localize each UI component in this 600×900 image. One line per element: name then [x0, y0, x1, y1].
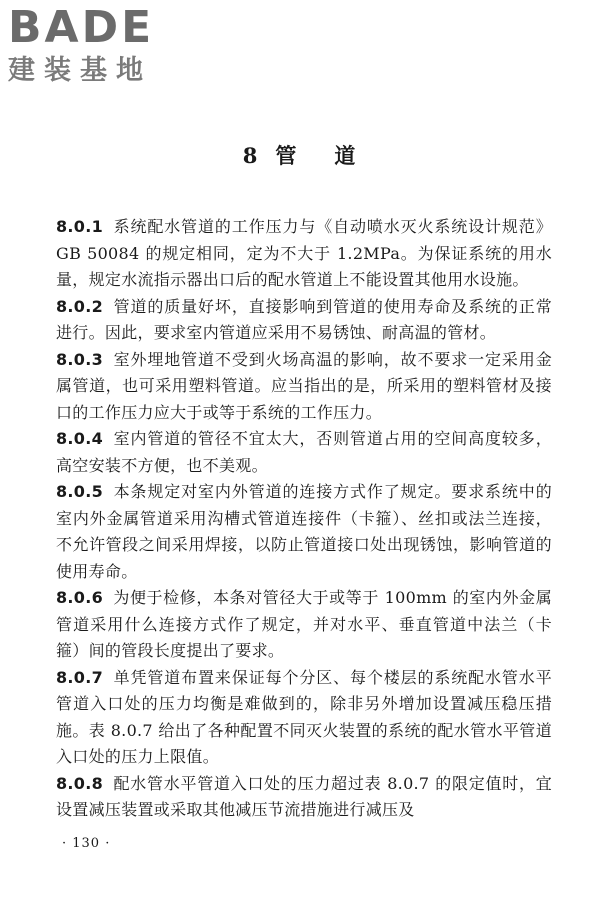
clause-number: 8.0.6: [56, 588, 104, 607]
clause-text: 为便于检修，本条对管径大于或等于 100mm 的室内外金属管道采用什么连接方式作了规定，并对水平、垂直管道中法兰（卡箍）间的管段长度提出了要求。: [56, 588, 552, 660]
clause-number: 8.0.3: [56, 349, 104, 369]
page-number: · 130 ·: [62, 836, 111, 851]
paragraph: [56, 347, 552, 427]
clause-number: 8.0.1: [56, 217, 104, 236]
chapter-title-part2: 道: [334, 143, 358, 168]
clause-number: 8.0.5: [56, 482, 104, 501]
chapter-title-part1: 管: [275, 143, 299, 168]
clause-text: 本条规定对室内外管道的连接方式作了规定。要求系统中的室内外金属管道采用沟槽式管道连接件（卡箍）、丝扣或法兰连接，不允许管段之间采用焊接，以防止管道接口处出现锈蚀，影响管道的使用寿命。: [56, 482, 552, 581]
clause-text: 配水管水平管道入口处的压力超过表 8.0.7 的限定值时，宜设置减压装置或采取其他减压节流措施进行减压及: [56, 773, 552, 819]
logo-wordmark: BADE: [8, 2, 155, 53]
paragraph: [56, 665, 552, 771]
logo: [8, 4, 154, 88]
chapter-number: 8: [242, 143, 260, 168]
body-text: [56, 214, 552, 824]
paragraph: [56, 214, 552, 294]
paragraph: [56, 771, 552, 824]
clause-text: 室外埋地管道不受到火场高温的影响，故不要求一定采用金属管道，也可采用塑料管道。应当指出的是，所采用的塑料管材及接口的工作压力应大于或等于系统的工作压力。: [56, 349, 552, 422]
clause-text: 管道的质量好坏，直接影响到管道的使用寿命及系统的正常进行。因此，要求室内管道应采用不易锈蚀、耐高温的管材。: [56, 296, 552, 342]
clause-number: 8.0.4: [56, 429, 104, 448]
clause-text: 系统配水管道的工作压力与《自动喷水灭火系统设计规范》GB 50084 的规定相同，定为不大于 1.2MPa。为保证系统的用水量，规定水流指示器出口后的配水管道上不能设置其他用水设施。: [56, 217, 552, 289]
paragraph: [56, 479, 552, 585]
paragraph: [56, 426, 552, 479]
clause-number: 8.0.2: [56, 296, 104, 316]
clause-number: 8.0.8: [56, 773, 104, 793]
clause-text: 室内管道的管径不宜太大，否则管道占用的空间高度较多，高空安装不方便，也不美观。: [56, 429, 552, 475]
chapter-heading: [0, 140, 600, 170]
paragraph: [56, 585, 552, 665]
logo-subtitle: 建装基地: [8, 55, 152, 86]
paragraph: [56, 294, 552, 347]
clause-text: 单凭管道布置来保证每个分区、每个楼层的系统配水管水平管道入口处的压力均衡是难做到的，除非另外增加设置减压稳压措施。表 8.0.7 给出了各种配置不同灭火装置的系统的配水管水平管道入口处的压力上限值。: [56, 667, 552, 766]
clause-number: 8.0.7: [56, 667, 104, 687]
